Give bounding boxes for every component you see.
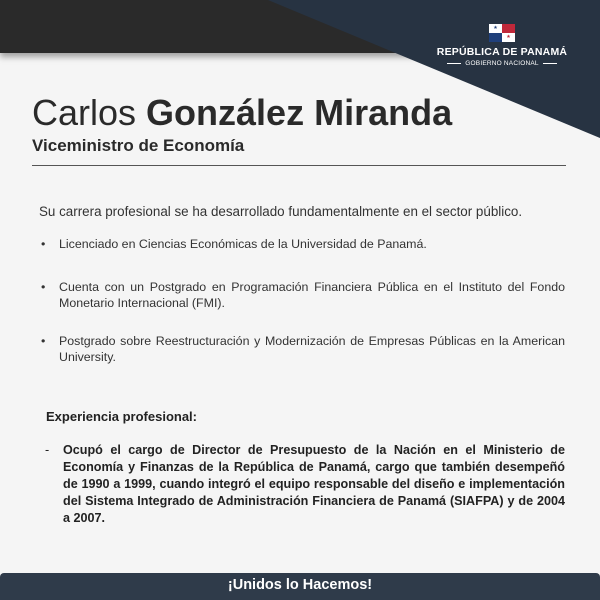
experience-heading: Experiencia profesional: bbox=[46, 409, 197, 424]
list-item-text: Postgrado sobre Reestructuración y Modernización de Empresas Públicas en la American University. bbox=[59, 334, 565, 364]
list-item-text: Licenciado en Ciencias Económicas de la Universidad de Panamá. bbox=[59, 237, 427, 251]
divider-line bbox=[543, 63, 557, 64]
list-item-text: Cuenta con un Postgrado en Programación Financiera Pública en el Instituto del Fondo Monetario Internacional (FMI). bbox=[59, 280, 565, 310]
profile-name bbox=[32, 92, 452, 134]
title-divider bbox=[32, 165, 566, 166]
flag-blue-star: ★ bbox=[489, 24, 502, 33]
flag-red-star: ★ bbox=[502, 33, 515, 42]
flag-red-quarter bbox=[502, 24, 515, 33]
experience-item bbox=[45, 442, 565, 527]
bullet-icon: • bbox=[41, 280, 46, 294]
last-name: González Miranda bbox=[146, 92, 453, 133]
flag-blue-quarter bbox=[489, 33, 502, 42]
dash-bullet-icon: - bbox=[45, 443, 50, 457]
first-name: Carlos bbox=[32, 92, 137, 133]
brand-title: REPÚBLICA DE PANAMÁ bbox=[436, 46, 568, 58]
bullet-icon: • bbox=[41, 334, 46, 348]
government-brand bbox=[432, 24, 572, 67]
bullet-icon: • bbox=[41, 237, 46, 251]
divider-line bbox=[447, 63, 461, 64]
brand-subtitle-row bbox=[432, 60, 572, 67]
panama-flag-icon bbox=[489, 24, 515, 42]
footer-slogan: ¡Unidos lo Hacemos! bbox=[0, 573, 600, 600]
list-item bbox=[39, 333, 565, 365]
profile-role: Viceministro de Economía bbox=[32, 136, 245, 155]
brand-subtitle: GOBIERNO NACIONAL bbox=[465, 60, 539, 67]
intro-text: Su carrera profesional se ha desarrollado fundamentalmente en el sector público. bbox=[39, 204, 523, 219]
list-item bbox=[39, 279, 565, 311]
list-item bbox=[39, 236, 565, 252]
education-list bbox=[39, 236, 565, 365]
experience-text: Ocupó el cargo de Director de Presupuesto de la Nación en el Ministerio de Economía y Finanzas de la República de Panamá, cargo que también desempeñó de 1990 a 1999, cuando integró el equipo responsable del diseño e implementación del Sistema Integrado de Administración Financiera de Panamá (SIAFPA) y de 2004 a 2007. bbox=[63, 443, 565, 525]
